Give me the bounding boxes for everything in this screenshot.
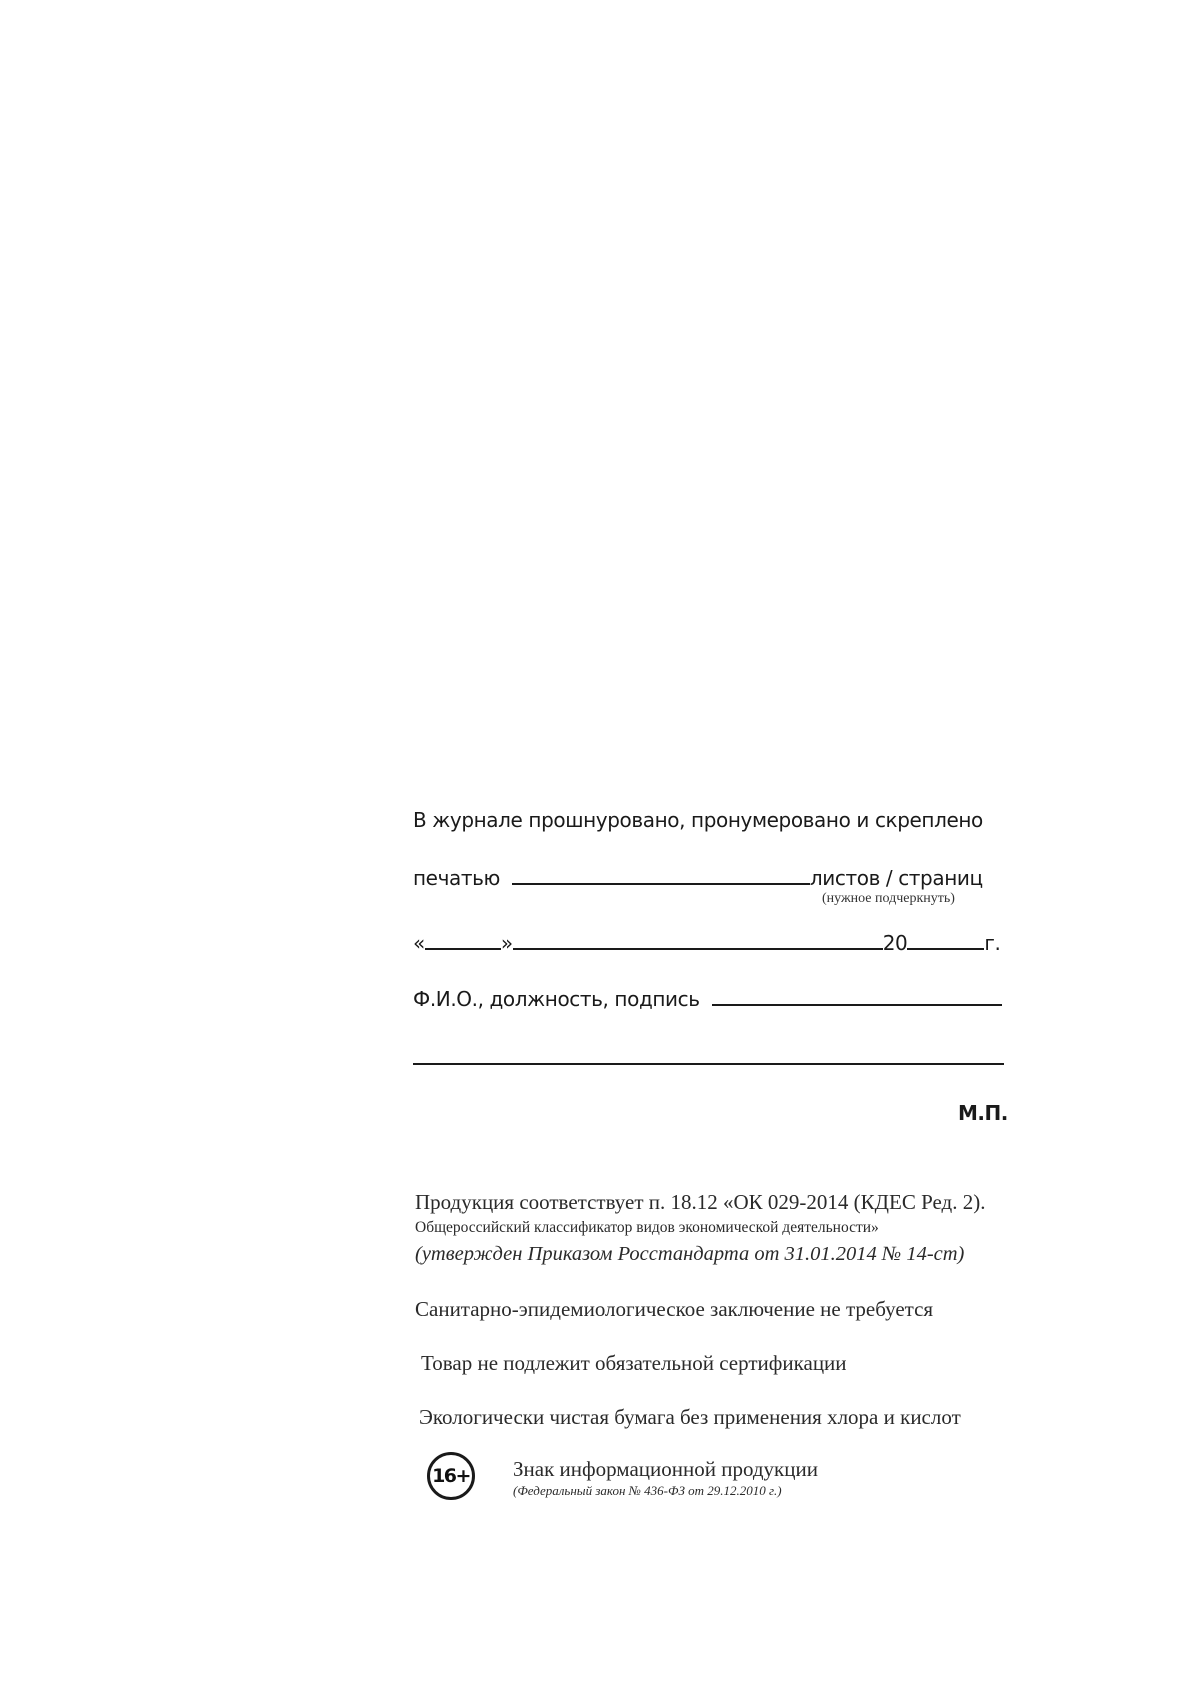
info-product-sign-title: Знак информационной продукции <box>513 1457 818 1481</box>
date-row <box>413 930 1000 955</box>
info-product-law: (Федеральный закон № 436-ФЗ от 29.12.2010 г.) <box>513 1483 782 1498</box>
okved-line: Продукция соответствует п. 18.12 «ОК 029-2014 (КДЕС Ред. 2). <box>415 1190 986 1214</box>
date-open-quote: « <box>413 931 425 955</box>
sheets-label: листов / страниц <box>809 866 983 890</box>
certification-intro <box>413 808 983 832</box>
eco-line: Экологически чистая бумага без применения хлора и кислот <box>419 1405 961 1429</box>
age-rating-badge <box>427 1452 475 1500</box>
signature-row <box>413 986 1002 1011</box>
month-blank[interactable] <box>513 930 883 950</box>
date-close-quote: » <box>500 931 513 955</box>
signature-blank[interactable] <box>712 986 1002 1006</box>
stamp-label: М.П. <box>958 1101 1008 1125</box>
year-suffix: г. <box>984 931 1001 955</box>
day-blank[interactable] <box>425 930 501 950</box>
sheets-count-row <box>413 865 983 890</box>
sanitary-line: Санитарно-эпидемиологическое заключение не требуется <box>415 1297 934 1321</box>
approval-line: (утвержден Приказом Росстандарта от 31.01.2014 № 14-ст) <box>415 1243 965 1265</box>
age-rating-text: 16+ <box>432 1465 470 1487</box>
year-blank[interactable] <box>907 930 984 950</box>
signature-label: Ф.И.О., должность, подпись <box>413 987 700 1011</box>
underline-hint: (нужное подчеркнуть) <box>822 891 955 906</box>
certification-intro-text: В журнале прошнуровано, пронумеровано и скреплено <box>413 808 983 832</box>
year-prefix: 20 <box>882 931 908 955</box>
certification-line: Товар не подлежит обязательной сертификации <box>421 1351 847 1375</box>
sheets-count-blank[interactable] <box>512 865 810 885</box>
signature-continuation-line[interactable] <box>413 1063 1004 1065</box>
seal-label: печатью <box>413 866 500 890</box>
classifier-line: Общероссийский классификатор видов экономической деятельности» <box>415 1219 879 1236</box>
